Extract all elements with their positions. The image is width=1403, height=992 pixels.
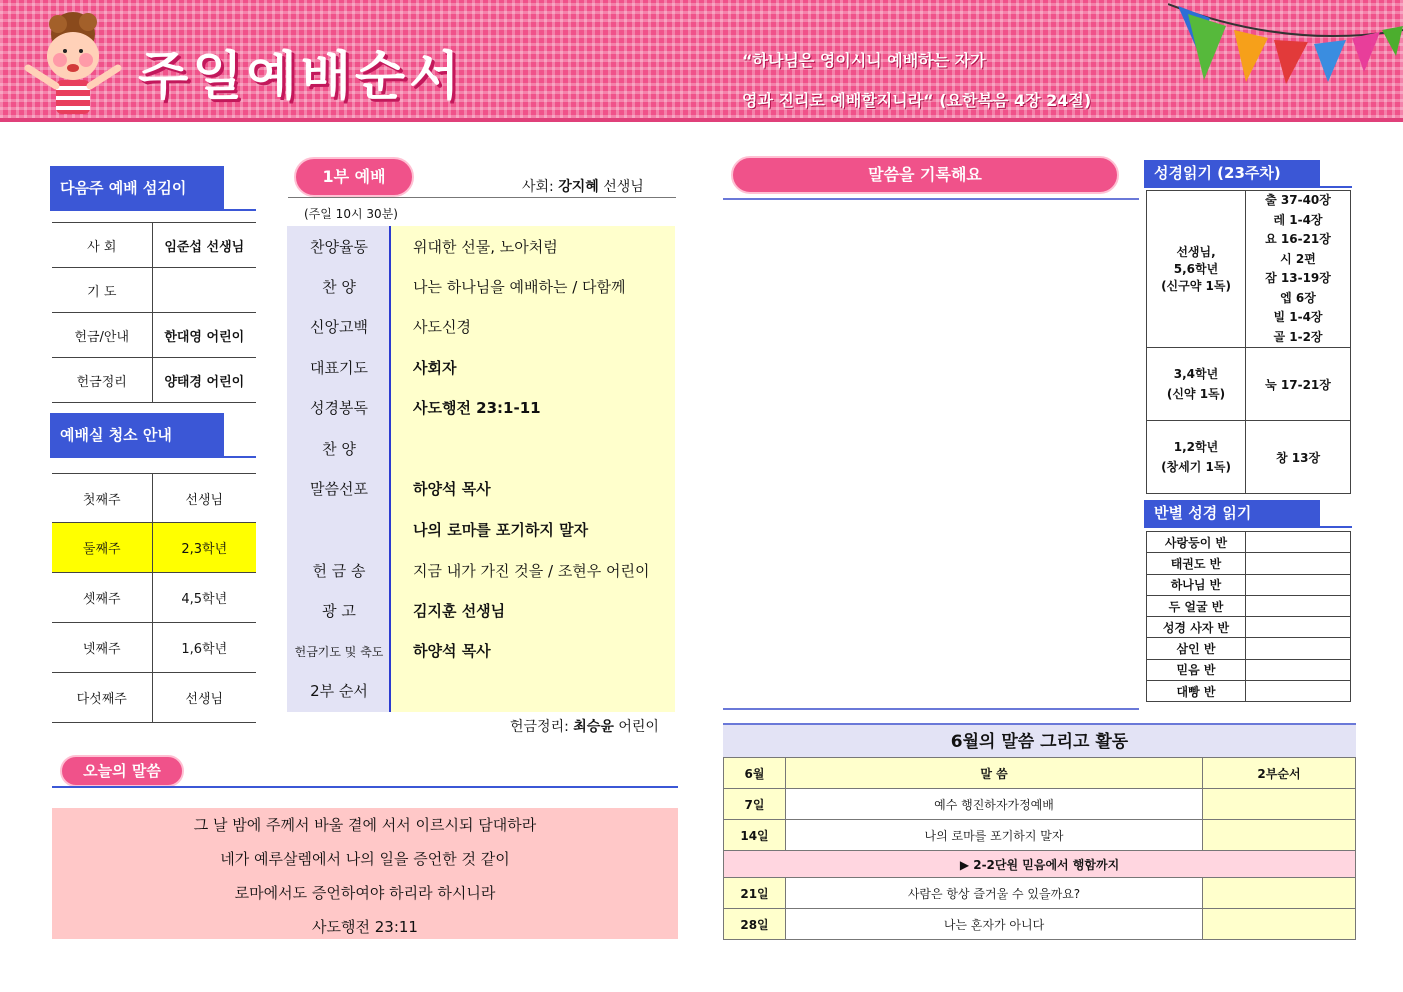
class-reading-label: 반별 성경 읽기 — [1144, 500, 1320, 526]
order-item-value: 사회자 — [413, 359, 457, 377]
date-cell: 21일 — [724, 878, 786, 909]
table-row — [52, 623, 256, 673]
reading-books-cell: 눅 17-21장 — [1246, 348, 1351, 421]
order-item-value: 하양석 목사 — [413, 642, 491, 660]
todays-word-label: 오늘의 말씀 — [60, 755, 184, 787]
order-item-value: 하양석 목사 — [413, 480, 491, 498]
verse-reference: 사도행전 23:11 — [312, 918, 418, 936]
table-row — [52, 313, 256, 358]
sermon-title: 나의 로마를 포기하지 말자 — [413, 521, 589, 539]
assignee-cell: 선생님 — [152, 673, 256, 723]
book-text: 빌 1-4장 — [1273, 310, 1323, 324]
group-text: (신구약 1독) — [1161, 278, 1231, 293]
divider — [1144, 186, 1352, 188]
header-banner — [0, 0, 1403, 122]
name-cell: 한대영 어린이 — [152, 313, 256, 358]
table-row — [52, 223, 256, 268]
reading-group-cell — [1147, 348, 1246, 421]
group-text: 선생님, — [1176, 244, 1216, 259]
second-part-cell — [1203, 878, 1356, 909]
group-text: (창세기 1독) — [1161, 460, 1231, 474]
order-item-label: 말씀선포 — [310, 480, 368, 498]
week-cell: 다섯째주 — [52, 673, 152, 723]
class-name-cell: 사랑둥이 반 — [1147, 532, 1246, 553]
todays-word-box — [52, 808, 678, 939]
table-row — [724, 878, 1356, 909]
topic-cell: 나는 혼자가 아니다 — [786, 909, 1203, 940]
date-cell: 7일 — [724, 789, 786, 820]
theme-verse-line-1: “하나님은 영이시니 예배하는 자가 — [742, 51, 986, 70]
group-text: 3,4학년 — [1173, 367, 1219, 381]
order-item-label: 헌금기도 및 축도 — [294, 645, 384, 659]
book-text: 엡 6장 — [1280, 290, 1316, 305]
column-header: 2부순서 — [1203, 758, 1356, 789]
table-row — [1147, 638, 1351, 659]
class-check-cell[interactable] — [1246, 659, 1351, 680]
order-item — [287, 550, 675, 590]
name-cell — [152, 268, 256, 313]
divider — [52, 786, 678, 788]
week-cell: 넷째주 — [52, 623, 152, 673]
order-item — [287, 266, 675, 306]
order-item — [287, 226, 675, 266]
host-name: 강지혜 — [558, 179, 599, 195]
order-item-label: 성경봉독 — [310, 399, 368, 417]
monthly-table — [723, 757, 1356, 940]
order-item-label: 헌 금 송 — [312, 562, 366, 580]
order-item-label: 찬양율동 — [310, 238, 368, 256]
order-item-label: 광 고 — [322, 602, 356, 620]
bible-reading-table — [1146, 190, 1351, 494]
column-header: 말 씀 — [786, 758, 1203, 789]
second-part-cell — [1203, 820, 1356, 851]
cleaning-label: 예배실 청소 안내 — [50, 413, 224, 457]
order-item-label: 2부 순서 — [310, 682, 368, 700]
reading-group-cell — [1147, 191, 1246, 348]
order-item-value: 나는 하나님을 예배하는 / 다함께 — [413, 278, 626, 296]
service-host — [522, 176, 644, 196]
table-header-row — [724, 758, 1356, 789]
divider — [288, 197, 676, 198]
order-item-value: 지금 내가 가진 것을 / 조현우 어린이 — [413, 562, 650, 580]
table-row — [724, 789, 1356, 820]
assignee-cell: 1,6학년 — [152, 623, 256, 673]
order-item-label: 찬 양 — [322, 440, 356, 458]
table-row — [52, 673, 256, 723]
week-cell: 첫째주 — [52, 474, 152, 523]
role-cell: 헌금정리 — [52, 358, 152, 403]
host-label: 사회: — [522, 179, 554, 195]
divider — [50, 456, 256, 458]
verse-line: 그 날 밤에 주께서 바울 곁에 서서 이르시되 담대하라 — [193, 816, 537, 834]
week-cell: 셋째주 — [52, 573, 152, 623]
table-row — [1147, 348, 1351, 421]
table-row — [1147, 532, 1351, 553]
role-cell: 사 회 — [52, 223, 152, 268]
reading-books-cell: 창 13장 — [1246, 421, 1351, 494]
table-row — [52, 268, 256, 313]
group-text: 5,6학년 — [1173, 261, 1219, 276]
table-row — [52, 573, 256, 623]
verse-line: 네가 예루살렘에서 나의 일을 증언한 것 같이 — [220, 850, 510, 868]
order-item — [287, 590, 675, 630]
class-name-cell: 대빵 반 — [1147, 681, 1246, 702]
notes-label: 말씀을 기록해요 — [731, 156, 1119, 194]
book-text: 요 16-21장 — [1265, 232, 1331, 246]
class-name-cell: 삼인 반 — [1147, 638, 1246, 659]
group-text: 1,2학년 — [1173, 440, 1219, 454]
role-cell: 헌금/안내 — [52, 313, 152, 358]
page-title: 주일예배순서 — [138, 47, 464, 107]
book-text: 시 2편 — [1280, 251, 1316, 266]
order-item-label: 대표기도 — [310, 359, 368, 377]
table-row — [1147, 595, 1351, 616]
order-item — [287, 630, 675, 670]
offering-counter — [510, 716, 659, 736]
offering-name: 최승윤 — [573, 719, 614, 735]
table-row — [52, 358, 256, 403]
service-time: (주일 10시 30분) — [304, 207, 398, 221]
table-row — [1147, 681, 1351, 702]
topic-cell: 나의 로마를 포기하지 말자 — [786, 820, 1203, 851]
class-name-cell: 태권도 반 — [1147, 553, 1246, 574]
class-name-cell: 믿음 반 — [1147, 659, 1246, 680]
assignee-cell: 2,3학년 — [152, 523, 256, 573]
order-item-label: 찬 양 — [322, 278, 356, 296]
table-row — [1147, 617, 1351, 638]
theme-verse-line-2: 영과 진리로 예배할지니라“ (요한복음 4장 24절) — [742, 91, 1092, 110]
class-check-cell[interactable] — [1246, 617, 1351, 638]
reading-books-cell — [1246, 191, 1351, 348]
date-cell: 14일 — [724, 820, 786, 851]
class-check-cell[interactable] — [1246, 638, 1351, 659]
second-part-cell — [1203, 909, 1356, 940]
book-text: 골 1-2장 — [1273, 329, 1323, 344]
table-row — [52, 474, 256, 523]
group-text: (신약 1독) — [1166, 387, 1226, 401]
order-item-value: 사도신경 — [413, 318, 471, 336]
table-row — [724, 909, 1356, 940]
role-cell: 기 도 — [52, 268, 152, 313]
class-name-cell: 두 얼굴 반 — [1147, 595, 1246, 616]
class-name-cell: 성경 사자 반 — [1147, 617, 1246, 638]
order-item-value: 사도행전 23:1-11 — [413, 399, 541, 417]
unit-row — [724, 851, 1356, 878]
reading-group-cell — [1147, 421, 1246, 494]
book-text: 출 37-40장 — [1265, 193, 1331, 207]
class-check-cell[interactable] — [1246, 574, 1351, 595]
divider — [1144, 526, 1352, 528]
column-header: 6월 — [724, 758, 786, 789]
book-text: 잠 13-19장 — [1265, 271, 1331, 285]
notes-writing-area[interactable] — [723, 200, 1139, 708]
order-item-label: 신앙고백 — [310, 318, 368, 336]
order-item — [287, 468, 675, 508]
table-row — [1147, 553, 1351, 574]
class-reading-table — [1146, 531, 1351, 702]
service-label: 1부 예배 — [294, 157, 414, 197]
order-item — [287, 509, 675, 549]
assignee-cell: 4,5학년 — [152, 573, 256, 623]
class-check-cell[interactable] — [1246, 532, 1351, 553]
order-item — [287, 306, 675, 346]
cleaning-table — [52, 473, 256, 723]
book-text: 레 1-4장 — [1273, 212, 1323, 227]
table-row — [724, 820, 1356, 851]
bible-reading-label: 성경읽기 (23주차) — [1144, 160, 1320, 186]
offering-label: 헌금정리: — [510, 719, 569, 735]
class-name-cell: 하나님 반 — [1147, 574, 1246, 595]
class-check-cell[interactable] — [1246, 553, 1351, 574]
assignee-cell: 선생님 — [152, 474, 256, 523]
order-item — [287, 387, 675, 427]
date-cell: 28일 — [724, 909, 786, 940]
table-row — [1147, 574, 1351, 595]
divider — [50, 209, 256, 211]
monthly-title: 6월의 말씀 그리고 활동 — [723, 723, 1356, 757]
next-servers-label: 다음주 예배 섬김이 — [50, 166, 224, 210]
class-check-cell[interactable] — [1246, 595, 1351, 616]
order-item — [287, 347, 675, 387]
name-cell: 임준섭 선생님 — [152, 223, 256, 268]
week-cell: 둘째주 — [52, 523, 152, 573]
order-item — [287, 428, 675, 468]
table-row — [1147, 191, 1351, 348]
order-item-value: 위대한 선물, 노아처럼 — [413, 238, 558, 256]
topic-cell: 예수 행진하자가정예배 — [786, 789, 1203, 820]
order-item — [287, 670, 675, 710]
topic-cell: 사람은 항상 즐거울 수 있을까요? — [786, 878, 1203, 909]
next-servers-table — [52, 222, 256, 403]
second-part-cell — [1203, 789, 1356, 820]
notes-bottom-line — [723, 708, 1139, 710]
worship-order — [287, 226, 675, 712]
offering-suffix: 어린이 — [618, 719, 659, 735]
table-row — [1147, 659, 1351, 680]
verse-line: 로마에서도 증언하여야 하리라 하시니라 — [234, 884, 496, 902]
name-cell: 양태경 어린이 — [152, 358, 256, 403]
class-check-cell[interactable] — [1246, 681, 1351, 702]
unit-title: ▶ 2-2단원 믿음에서 행함까지 — [724, 851, 1356, 878]
order-item-value: 김지훈 선생님 — [413, 602, 506, 620]
bunting-flags-icon — [1168, 0, 1403, 100]
table-row — [1147, 421, 1351, 494]
host-suffix: 선생님 — [603, 179, 644, 195]
child-illustration-icon — [18, 6, 128, 118]
table-row — [52, 523, 256, 573]
